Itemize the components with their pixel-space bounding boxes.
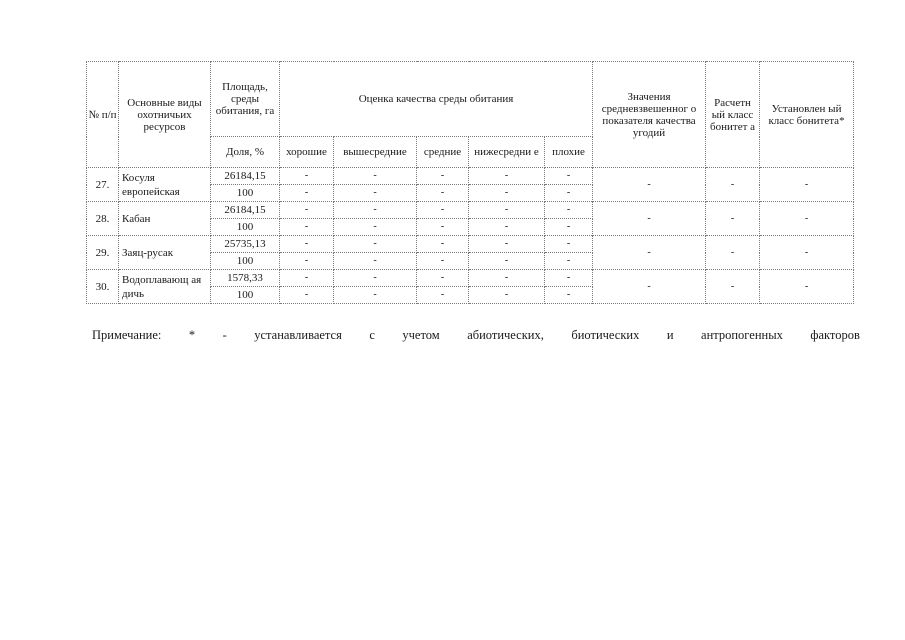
note-word: и	[666, 328, 674, 342]
quality-cell: -	[334, 287, 417, 304]
quality-cell: -	[417, 168, 469, 185]
weighted-value: -	[593, 236, 706, 270]
note-word: с	[369, 328, 375, 342]
header-quality-bad: плохие	[545, 137, 593, 168]
quality-cell: -	[334, 253, 417, 270]
calc-class-value: -	[706, 270, 760, 304]
calc-class-value: -	[706, 202, 760, 236]
header-calc-class: Расчетн ый класс бонитет а	[706, 62, 760, 168]
header-area: Площадь, среды обитания, га	[211, 62, 280, 137]
weighted-value: -	[593, 270, 706, 304]
set-class-value: -	[760, 270, 854, 304]
note-word: абиотических,	[467, 328, 544, 342]
note-word: биотических	[571, 328, 640, 342]
header-weighted: Значения средневзвешенног о показателя качества угодий	[593, 62, 706, 168]
quality-cell: -	[469, 185, 545, 202]
quality-cell: -	[545, 168, 593, 185]
quality-cell: -	[545, 287, 593, 304]
header-num: № п/п	[87, 62, 119, 168]
footnote	[92, 328, 860, 343]
quality-cell: -	[280, 253, 334, 270]
note-word: *	[188, 328, 196, 342]
quality-cell: -	[469, 168, 545, 185]
species-name: Заяц-русак	[119, 236, 211, 270]
quality-cell: -	[334, 236, 417, 253]
quality-cell: -	[417, 253, 469, 270]
quality-cell: -	[280, 202, 334, 219]
area-value: 26184,15	[211, 202, 280, 219]
table-row	[87, 270, 854, 287]
share-value: 100	[211, 287, 280, 304]
header-quality: Оценка качества среды обитания	[280, 62, 593, 137]
note-word: факторов	[810, 328, 860, 342]
row-number: 29.	[87, 236, 119, 270]
note-word: антропогенных	[701, 328, 783, 342]
quality-cell: -	[280, 287, 334, 304]
note-word: учетом	[402, 328, 440, 342]
header-quality-mid: средние	[417, 137, 469, 168]
quality-cell: -	[334, 185, 417, 202]
quality-cell: -	[469, 253, 545, 270]
quality-cell: -	[334, 202, 417, 219]
table-row	[87, 236, 854, 253]
note-word: Примечание:	[92, 328, 162, 342]
row-number: 28.	[87, 202, 119, 236]
species-name: Водоплавающ ая дичь	[119, 270, 211, 304]
species-name: Кабан	[119, 202, 211, 236]
quality-cell: -	[334, 168, 417, 185]
quality-cell: -	[280, 185, 334, 202]
set-class-value: -	[760, 168, 854, 202]
quality-cell: -	[469, 236, 545, 253]
table-row	[87, 168, 854, 185]
quality-cell: -	[417, 219, 469, 236]
weighted-value: -	[593, 202, 706, 236]
quality-cell: -	[417, 287, 469, 304]
species-name: Косуля европейская	[119, 168, 211, 202]
quality-cell: -	[545, 236, 593, 253]
header-quality-good: хорошие	[280, 137, 334, 168]
table-row	[87, 202, 854, 219]
calc-class-value: -	[706, 236, 760, 270]
quality-cell: -	[334, 270, 417, 287]
area-value: 1578,33	[211, 270, 280, 287]
header-set-class: Установлен ый класс бонитета*	[760, 62, 854, 168]
share-value: 100	[211, 185, 280, 202]
quality-cell: -	[545, 253, 593, 270]
note-word: -	[222, 328, 227, 342]
note-word: устанавливается	[254, 328, 342, 342]
weighted-value: -	[593, 168, 706, 202]
header-share: Доля, %	[211, 137, 280, 168]
quality-cell: -	[469, 287, 545, 304]
row-number: 30.	[87, 270, 119, 304]
header-quality-below: нижесредни е	[469, 137, 545, 168]
habitat-quality-table	[86, 61, 854, 304]
quality-cell: -	[280, 270, 334, 287]
area-value: 25735,13	[211, 236, 280, 253]
quality-cell: -	[469, 202, 545, 219]
quality-cell: -	[280, 168, 334, 185]
share-value: 100	[211, 253, 280, 270]
quality-cell: -	[469, 219, 545, 236]
set-class-value: -	[760, 202, 854, 236]
quality-cell: -	[545, 219, 593, 236]
calc-class-value: -	[706, 168, 760, 202]
row-number: 27.	[87, 168, 119, 202]
quality-cell: -	[545, 270, 593, 287]
quality-cell: -	[417, 185, 469, 202]
area-value: 26184,15	[211, 168, 280, 185]
quality-cell: -	[280, 219, 334, 236]
quality-cell: -	[417, 270, 469, 287]
quality-cell: -	[545, 202, 593, 219]
quality-cell: -	[417, 236, 469, 253]
quality-cell: -	[417, 202, 469, 219]
quality-cell: -	[469, 270, 545, 287]
share-value: 100	[211, 219, 280, 236]
set-class-value: -	[760, 236, 854, 270]
quality-cell: -	[280, 236, 334, 253]
header-quality-above: вышесредние	[334, 137, 417, 168]
header-species: Основные виды охотничьих ресурсов	[119, 62, 211, 168]
quality-cell: -	[334, 219, 417, 236]
quality-cell: -	[545, 185, 593, 202]
